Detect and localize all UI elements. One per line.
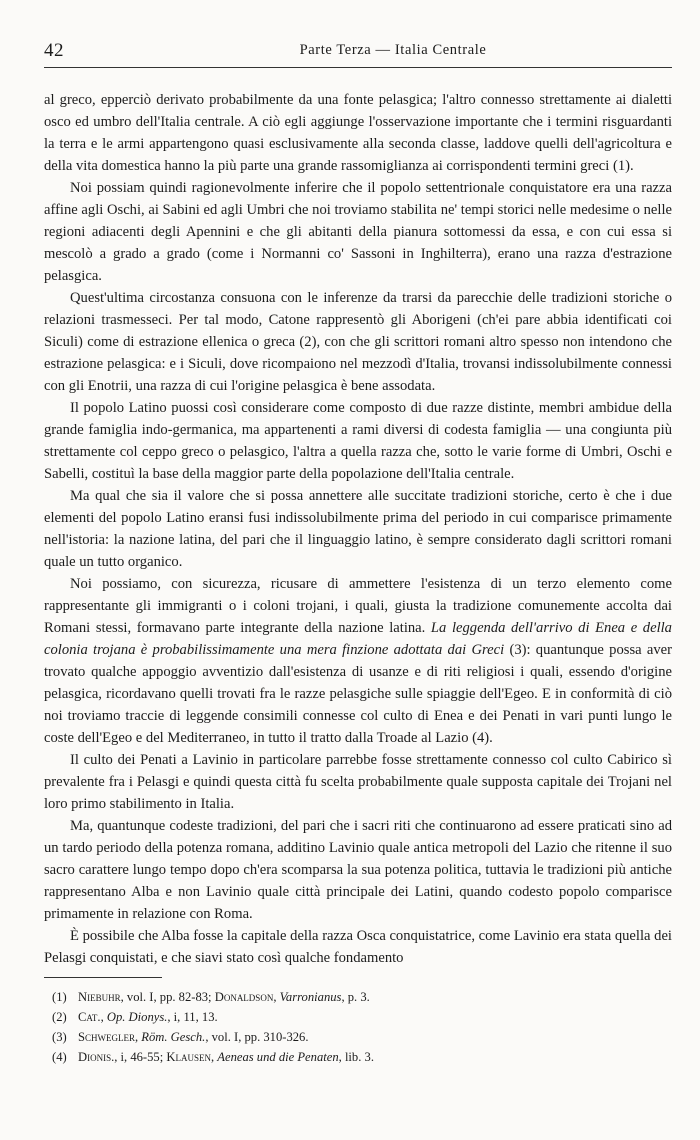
footnote-number: (4) bbox=[52, 1050, 67, 1064]
footnote-rule bbox=[44, 977, 162, 978]
paragraph: È possibile che Alba fosse la capitale della razza Osca conquistatrice, come Lavinio era stata quella dei Pelasgi conquistati, e che siavi stato così qualche fondamento bbox=[44, 928, 672, 966]
footnote-title: Op. Dionys. bbox=[106, 1010, 168, 1024]
footnote-text: , i, 11, 13. bbox=[167, 1010, 218, 1024]
footnote-number: (1) bbox=[52, 990, 67, 1004]
page-number: 42 bbox=[44, 40, 64, 61]
body-text bbox=[44, 89, 672, 969]
paragraph: al greco, epperciò derivato probabilmente da una fonte pelasgica; l'altro connesso strettamente ai dialetti osco ed umbro dell'Italia centrale. A ciò egli aggiunge l'osservazione importante che i termini risguardanti la terra e le armi appartengono quasi esclusivamente alla seconda classe, laddove quelli dell'agricoltura e della vita domestica hanno la più parte una grande rassomiglianza ai corrispondenti termini greci (1). bbox=[44, 92, 672, 174]
footnote-title: Röm. Gesch. bbox=[141, 1030, 206, 1044]
footnote-text: , vol. I, pp. 82-83; bbox=[120, 990, 215, 1004]
paragraph-lead: Noi possiamo, con sicurezza, ricusare di ammettere l'esistenza di un terzo elemento come rappresentante gli immigranti o i coloni trojani, i quali, giusta la tradizione comunemente accolta dai Romani stessi, formavano parte integrante della nazione latina. bbox=[44, 576, 672, 636]
running-head: Parte Terza — Italia Centrale bbox=[299, 42, 487, 58]
footnote-text: , p. 3. bbox=[341, 990, 370, 1004]
paragraph: Quest'ultima circostanza consuona con le inferenze da trarsi da parecchie delle tradizioni storiche o relazioni trasmesseci. Per tal modo, Catone rappresentò gli Aborigeni (ch'ei pare abbia identificati coi Siculi) come di estrazione ellenica o greca (2), con che gli scrittori romani altro spesso non intendono che estrazione pelasgica: e i Siculi, dove ricompaiono nel mezzodì d'Italia, trovansi indissolubilmente connessi con gli Enotrii, una razza di cui l'origine pelasgica è bene assodata. bbox=[44, 290, 672, 394]
footnotes bbox=[52, 987, 652, 1067]
footnote-title: Aeneas und die Penaten bbox=[217, 1050, 339, 1064]
footnote-title: Varronianus bbox=[279, 990, 342, 1004]
header-rule bbox=[44, 67, 672, 68]
paragraph-with-emphasis bbox=[44, 573, 672, 749]
footnote-author: Niebuhr bbox=[78, 990, 121, 1004]
footnote-text: , i, 46-55; bbox=[114, 1050, 167, 1064]
paragraph: Ma qual che sia il valore che si possa annettere alle succitate tradizioni storiche, certo è che i due elementi del popolo Latino eransi fusi indissolubilmente prima del periodo in cui comparisce primamente nell'istoria: la nazione latina, del pari che il linguaggio latino, è sempre considerato dagli scrittori romani quale un tutto organico. bbox=[44, 488, 672, 570]
paragraph: Ma, quantunque codeste tradizioni, del pari che i sacri riti che continuarono ad essere praticati sino ad un tardo periodo della potenza romana, additino Lavinio quale antica metropoli del Lazio che ritenne il suo sacro carattere lungo tempo dopo ch'era scomparsa la sua potenza politica, tuttavia le tradizioni più antiche rappresentano Alba e non Lavinio quale città principale dei Latini, quando codesto popolo comparisce primamente in relazione con Roma. bbox=[44, 818, 672, 922]
paragraph: Il popolo Latino puossi così considerare come composto di due razze distinte, membri ambidue della grande famiglia indo-germanica, ma appartenenti a rami diversi di codesta famiglia — una congiunta più strettamente col ceppo greco o pelasgico, l'altra a quella razza che, sotto le varie forme di Umbri, Oschi e Sabelli, costituì la base della maggior parte della popolazione dell'Italia centrale. bbox=[44, 400, 672, 482]
footnote bbox=[52, 1007, 652, 1027]
paragraph: Noi possiam quindi ragionevolmente inferire che il popolo settentrionale conquistatore era una razza affine agli Oschi, ai Sabini ed agli Umbri che noi troviamo stabilita ne' tempi storici nelle medesime o nelle regioni adiacenti degli Apennini e che gli abitanti della pianura sottomessi da essa, e con cui essa si mescolò a grado a grado (come i Normanni co' Sassoni in Inghilterra), erano una razza d'estrazione pelasgica. bbox=[44, 180, 672, 284]
footnote bbox=[52, 987, 652, 1007]
footnote-text: , vol. I, pp. 310-326. bbox=[205, 1030, 309, 1044]
footnote-author: Cat. bbox=[78, 1010, 101, 1024]
footnote-number: (2) bbox=[52, 1010, 67, 1024]
paragraph: Il culto dei Penati a Lavinio in particolare parrebbe fosse strettamente connesso col culto Cabirico sì prevalente fra i Pelasgi e quindi questa città fu scelta probabilmente quale supposta capitale dei Trojani nel loro primo stabilimento in Italia. bbox=[44, 752, 672, 812]
footnote-text: , bbox=[210, 1050, 218, 1064]
footnote-author: Schwegler bbox=[78, 1030, 135, 1044]
footnote-text: , bbox=[273, 990, 280, 1004]
emphasized-sentence: La leggenda dell'arrivo di Enea e della colonia trojana è probabilissimamente una mera finzione adottata dai Greci bbox=[44, 620, 672, 658]
footnote bbox=[52, 1047, 652, 1067]
footnote bbox=[52, 1027, 652, 1047]
footnote-text: , bbox=[100, 1010, 107, 1024]
footnote-author: Donaldson bbox=[214, 990, 274, 1004]
page-header bbox=[44, 40, 672, 66]
footnote-number: (3) bbox=[52, 1030, 67, 1044]
footnote-text: , bbox=[135, 1030, 142, 1044]
footnote-text: , lib. 3. bbox=[338, 1050, 374, 1064]
paragraph-tail: (3): quantunque possa aver trovato qualche appoggio avventizio dall'esistenza di usanze e di riti religiosi i quali, essendo d'origine pelasgica, ricordavano quelli trovati fra le razze pelasgiche sulle spiaggie dell'Egeo. E in conformità di ciò noi troviamo traccie di leggende consimili connesse col culto di Enea e dei Penati in vari punti lungo le coste dell'Egeo e del Mediterraneo, in tutto il tratto dalla Troade al Lazio (4). bbox=[44, 642, 672, 746]
footnote-author: Dionis. bbox=[78, 1050, 115, 1064]
footnote-author: Klausen bbox=[166, 1050, 211, 1064]
